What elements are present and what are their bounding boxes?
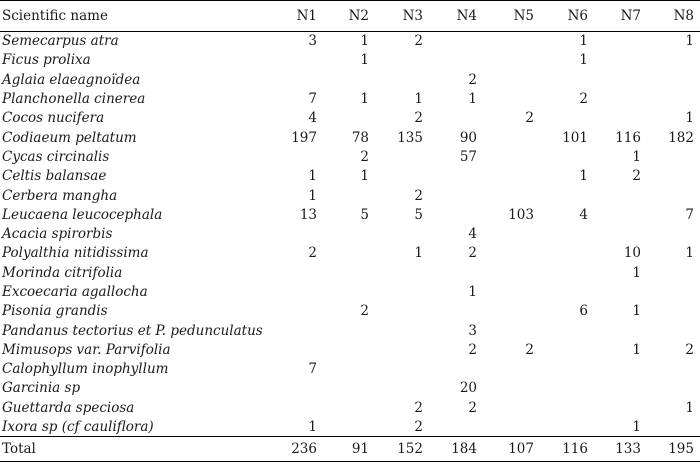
count-cell-n7: [594, 282, 647, 301]
count-cell-n1: [272, 302, 323, 321]
count-cell-n4: 20: [459, 380, 477, 397]
count-cell-n5: [483, 244, 540, 263]
count-cell-n2: [323, 398, 375, 417]
species-name-cell: Ficus prolixa: [2, 52, 91, 69]
total-cell: 107: [483, 437, 540, 462]
count-cell-n5: [483, 128, 540, 147]
header-row: [0, 1, 700, 32]
count-cell-n6: [540, 360, 594, 379]
count-cell-n6: [540, 282, 594, 301]
table-row: [0, 167, 700, 186]
count-cell-n6: [540, 321, 594, 340]
count-cell-n3: [375, 360, 429, 379]
count-cell-n4: [429, 360, 483, 379]
total-label: Total: [0, 437, 272, 462]
count-cell-n8: 1: [685, 33, 694, 50]
count-cell-n7: 2: [632, 168, 641, 185]
count-cell-n1: 1: [308, 187, 317, 204]
count-cell-n3: [375, 51, 429, 70]
count-cell-n5: [483, 321, 540, 340]
count-cell-n3: 2: [414, 187, 423, 204]
count-cell-n2: [323, 244, 375, 263]
count-cell-n7: 1: [632, 264, 641, 281]
species-name-cell: Polyalthia nitidissima: [2, 245, 149, 262]
count-cell-n7: [594, 205, 647, 224]
count-cell-n7: [594, 109, 647, 128]
count-cell-n3: 1: [414, 91, 423, 108]
count-cell-n4: 90: [459, 129, 477, 146]
table-row: [0, 89, 700, 108]
count-cell-n7: [594, 32, 647, 51]
count-cell-n8: 1: [685, 245, 694, 262]
count-cell-n2: [323, 282, 375, 301]
count-cell-n3: [375, 282, 429, 301]
count-cell-n2: 78: [351, 129, 369, 146]
count-cell-n4: [429, 263, 483, 282]
count-cell-n3: 2: [414, 399, 423, 416]
count-cell-n1: 3: [308, 33, 317, 50]
species-name-cell: Guettarda speciosa: [2, 399, 135, 416]
count-cell-n3: 2: [414, 110, 423, 127]
count-cell-n1: 1: [308, 168, 317, 185]
count-cell-n1: 7: [308, 91, 317, 108]
count-cell-n3: [375, 321, 429, 340]
count-cell-n1: 197: [291, 129, 317, 146]
species-name-cell: Mimusops var. Parvifolia: [2, 341, 171, 358]
count-cell-n8: [647, 51, 700, 70]
count-cell-n1: [272, 398, 323, 417]
count-cell-n1: 13: [299, 206, 317, 223]
count-cell-n8: [647, 360, 700, 379]
column-header-n7: N7: [594, 1, 647, 32]
total-cell: 91: [323, 437, 375, 462]
table-row: [0, 147, 700, 166]
species-name-cell: Excoecaria agallocha: [2, 284, 148, 300]
count-cell-n8: [647, 147, 700, 166]
count-cell-n2: [323, 263, 375, 282]
count-cell-n7: [594, 70, 647, 89]
count-cell-n1: [272, 282, 323, 301]
count-cell-n1: 1: [308, 418, 317, 435]
count-cell-n7: [594, 51, 647, 70]
table-row: [0, 321, 700, 340]
count-cell-n4: 4: [468, 226, 477, 243]
count-cell-n1: 4: [308, 110, 317, 127]
count-cell-n2: 2: [360, 148, 369, 165]
total-cell: 152: [375, 437, 429, 462]
count-cell-n5: [483, 379, 540, 398]
count-cell-n5: [483, 51, 540, 70]
count-cell-n6: [540, 109, 594, 128]
count-cell-n2: 1: [360, 91, 369, 108]
table-row: [0, 224, 700, 243]
count-cell-n3: 2: [414, 33, 423, 50]
count-cell-n5: [483, 167, 540, 186]
table-row: [0, 340, 700, 359]
count-cell-n5: 2: [525, 341, 534, 358]
count-cell-n4: [429, 167, 483, 186]
count-cell-n2: 2: [360, 303, 369, 320]
count-cell-n8: [647, 224, 700, 243]
count-cell-n4: [429, 302, 483, 321]
count-cell-n1: [272, 224, 323, 243]
column-header-n1: N1: [272, 1, 323, 32]
count-cell-n7: [594, 398, 647, 417]
count-cell-n4: 2: [468, 71, 477, 88]
count-cell-n2: 1: [360, 52, 369, 69]
species-name-cell: Calophyllum inophyllum: [2, 361, 169, 378]
species-name-cell: Pisonia grandis: [2, 303, 108, 320]
count-cell-n5: 103: [508, 206, 534, 223]
table-row: [0, 360, 700, 379]
count-cell-n5: 2: [525, 110, 534, 127]
count-cell-n4: 57: [459, 148, 477, 165]
count-cell-n4: [429, 417, 483, 436]
count-cell-n6: [540, 340, 594, 359]
count-cell-n4: [429, 109, 483, 128]
count-cell-n8: 7: [685, 206, 694, 223]
count-cell-n2: [323, 360, 375, 379]
count-cell-n2: [323, 70, 375, 89]
count-cell-n2: [323, 186, 375, 205]
count-cell-n2: [323, 340, 375, 359]
count-cell-n1: [272, 321, 323, 340]
column-header-n5: N5: [483, 1, 540, 32]
count-cell-n1: [272, 340, 323, 359]
count-cell-n4: 1: [468, 284, 477, 300]
count-cell-n2: 1: [360, 168, 369, 185]
count-cell-n6: 2: [579, 91, 588, 108]
count-cell-n2: [323, 417, 375, 436]
count-cell-n2: 1: [360, 33, 369, 50]
count-cell-n3: [375, 379, 429, 398]
count-cell-n6: [540, 379, 594, 398]
count-cell-n3: 5: [414, 206, 423, 223]
count-cell-n1: [272, 147, 323, 166]
count-cell-n5: [483, 70, 540, 89]
count-cell-n7: 1: [632, 418, 641, 435]
total-cell: 195: [647, 437, 700, 462]
species-name-cell: Cycas circinalis: [2, 148, 110, 165]
count-cell-n1: 2: [308, 245, 317, 262]
count-cell-n7: [594, 379, 647, 398]
count-cell-n8: [647, 282, 700, 301]
count-cell-n1: 7: [308, 361, 317, 378]
table-row: [0, 109, 700, 128]
species-name-cell: Aglaia elaeagnoïdea: [2, 71, 141, 88]
table-row: [0, 417, 700, 436]
count-cell-n6: [540, 398, 594, 417]
species-name-cell: Ixora sp (cf cauliflora): [2, 418, 154, 435]
count-cell-n1: [272, 263, 323, 282]
table-row: [0, 263, 700, 282]
species-name-cell: Acacia spirorbis: [2, 226, 113, 243]
column-header-n8: N8: [647, 1, 700, 32]
count-cell-n6: [540, 147, 594, 166]
species-name-cell: Garcinia sp: [2, 380, 81, 397]
species-name-cell: Morinda citrifolia: [2, 264, 123, 281]
table-body: [0, 32, 700, 437]
table-row: [0, 186, 700, 205]
table-row: [0, 244, 700, 263]
count-cell-n4: 2: [468, 341, 477, 358]
count-cell-n6: [540, 70, 594, 89]
count-cell-n8: [647, 321, 700, 340]
total-cell: 184: [429, 437, 483, 462]
count-cell-n5: [483, 360, 540, 379]
count-cell-n6: [540, 417, 594, 436]
count-cell-n3: [375, 70, 429, 89]
count-cell-n7: [594, 186, 647, 205]
count-cell-n6: [540, 263, 594, 282]
count-cell-n6: 1: [579, 33, 588, 50]
count-cell-n8: 182: [668, 129, 694, 146]
count-cell-n8: [647, 302, 700, 321]
count-cell-n4: 2: [468, 399, 477, 416]
count-cell-n5: [483, 32, 540, 51]
count-cell-n3: [375, 167, 429, 186]
count-cell-n6: 101: [562, 129, 588, 146]
count-cell-n2: [323, 109, 375, 128]
count-cell-n3: [375, 302, 429, 321]
count-cell-n8: [647, 167, 700, 186]
count-cell-n6: [540, 244, 594, 263]
count-cell-n6: [540, 224, 594, 243]
species-name-cell: Cocos nucifera: [2, 110, 105, 127]
table-row: [0, 70, 700, 89]
table-row: [0, 32, 700, 51]
count-cell-n6: 4: [579, 206, 588, 223]
count-cell-n7: [594, 89, 647, 108]
species-name-cell: Cerbera mangha: [2, 187, 118, 204]
count-cell-n3: 1: [414, 245, 423, 262]
count-cell-n6: 1: [579, 52, 588, 69]
species-name-cell: Planchonella cinerea: [2, 91, 146, 108]
count-cell-n3: [375, 263, 429, 282]
count-cell-n5: [483, 224, 540, 243]
count-cell-n5: [483, 186, 540, 205]
count-cell-n1: [272, 379, 323, 398]
count-cell-n8: [647, 70, 700, 89]
count-cell-n4: [429, 51, 483, 70]
count-cell-n1: [272, 70, 323, 89]
count-cell-n8: [647, 186, 700, 205]
count-cell-n6: 6: [579, 303, 588, 320]
count-cell-n5: [483, 398, 540, 417]
count-cell-n2: 5: [360, 206, 369, 223]
count-cell-n5: [483, 417, 540, 436]
count-cell-n4: [429, 32, 483, 51]
count-cell-n8: 1: [685, 110, 694, 127]
column-header-n6: N6: [540, 1, 594, 32]
count-cell-n7: [594, 321, 647, 340]
count-cell-n8: [647, 263, 700, 282]
count-cell-n4: [429, 205, 483, 224]
count-cell-n3: [375, 340, 429, 359]
count-cell-n4: 1: [468, 91, 477, 108]
count-cell-n5: [483, 282, 540, 301]
count-cell-n5: [483, 302, 540, 321]
count-cell-n4: 2: [468, 245, 477, 262]
count-cell-n8: [647, 417, 700, 436]
total-cell: 116: [540, 437, 594, 462]
count-cell-n3: 135: [397, 129, 423, 146]
count-cell-n4: 3: [468, 322, 477, 339]
count-cell-n3: [375, 224, 429, 243]
count-cell-n2: [323, 321, 375, 340]
count-cell-n7: 116: [615, 129, 641, 146]
species-name-cell: Pandanus tectorius et P. pedunculatus: [2, 322, 263, 339]
table-row: [0, 128, 700, 147]
column-header-n3: N3: [375, 1, 429, 32]
column-header-n2: N2: [323, 1, 375, 32]
count-cell-n8: 2: [685, 341, 694, 358]
count-cell-n3: [375, 147, 429, 166]
table-row: [0, 302, 700, 321]
table-row: [0, 379, 700, 398]
count-cell-n7: 1: [632, 303, 641, 320]
count-cell-n5: [483, 263, 540, 282]
count-cell-n6: [540, 186, 594, 205]
count-cell-n7: [594, 360, 647, 379]
species-name-cell: Semecarpus atra: [2, 33, 119, 50]
count-cell-n7: 10: [623, 245, 641, 262]
column-header-n4: N4: [429, 1, 483, 32]
table-row: [0, 282, 700, 301]
count-cell-n8: 1: [685, 399, 694, 416]
count-cell-n7: 1: [632, 341, 641, 358]
count-cell-n8: [647, 89, 700, 108]
count-cell-n8: [647, 379, 700, 398]
count-cell-n6: 1: [579, 168, 588, 185]
count-cell-n7: 1: [632, 148, 641, 165]
count-cell-n1: [272, 51, 323, 70]
species-name-cell: Codiaeum peltatum: [2, 129, 137, 146]
species-name-cell: Celtis balansae: [2, 168, 107, 185]
total-cell: 133: [594, 437, 647, 462]
total-row: [0, 437, 700, 462]
column-header-scientific-name: Scientific name: [0, 1, 272, 32]
count-cell-n5: [483, 89, 540, 108]
table-row: [0, 398, 700, 417]
count-cell-n5: [483, 147, 540, 166]
count-cell-n4: [429, 186, 483, 205]
count-cell-n2: [323, 379, 375, 398]
species-name-cell: Leucaena leucocephala: [2, 206, 163, 223]
table-row: [0, 51, 700, 70]
total-cell: 236: [272, 437, 323, 462]
count-cell-n2: [323, 224, 375, 243]
count-cell-n3: 2: [414, 418, 423, 435]
table-row: [0, 205, 700, 224]
count-cell-n7: [594, 224, 647, 243]
